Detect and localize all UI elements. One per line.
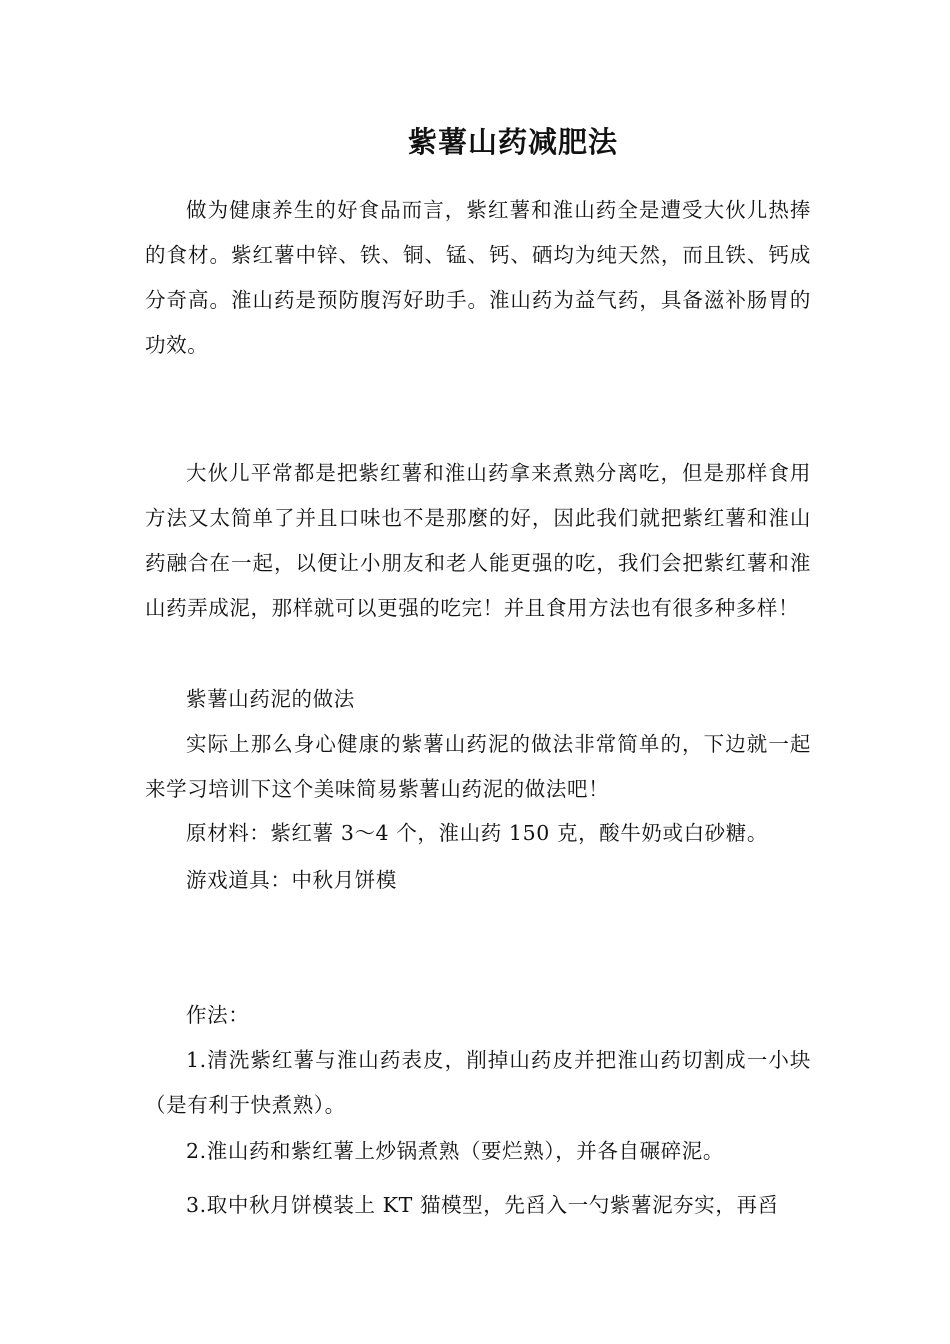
paragraph-eating-method: 大伙儿平常都是把紫红薯和淮山药拿来煮熟分离吃，但是那样食用方法又太简单了并且口味也不是那麼的好，因此我们就把紫红薯和淮山药融合在一起，以便让小朋友和老人能更强的吃，我们会把紫红薯和淮山药弄成泥，那样就可以更强的吃完！并且食用方法也有很多种多样！ <box>145 461 811 620</box>
paragraph-tools: 游戏道具：中秋月饼模 <box>186 868 397 892</box>
step-1: 1.清洗紫红薯与淮山药表皮，削掉山药皮并把淮山药切割成一小块（是有利于快煮熟）。 <box>145 1048 811 1117</box>
paragraph-method-heading: 作法： <box>186 1003 250 1027</box>
section-heading-recipe: 紫薯山药泥的做法 <box>186 687 355 711</box>
paragraph-ingredients: 原材料：紫红薯 3～4 个，淮山药 150 克，酸牛奶或白砂糖。 <box>186 821 768 845</box>
document-title: 紫薯山药减肥法 <box>407 125 618 159</box>
paragraph-recipe-intro: 实际上那么身心健康的紫薯山药泥的做法非常简单的，下边就一起来学习培训下这个美味简易紫薯山药泥的做法吧！ <box>145 732 811 801</box>
step-2: 2.淮山药和紫红薯上炒锅煮熟（要烂熟），并各自碾碎泥。 <box>186 1139 725 1163</box>
step-3: 3.取中秋月饼模装上 KT 猫模型，先舀入一勺紫薯泥夯实，再舀 <box>186 1193 779 1217</box>
paragraph-intro: 做为健康养生的好食品而言，紫红薯和淮山药全是遭受大伙儿热捧的食材。紫红薯中锌、铁、铜、锰、钙、硒均为纯天然，而且铁、钙成分奇高。淮山药是预防腹泻好助手。淮山药为益气药，具备滋补肠胃的功效。 <box>145 198 811 357</box>
